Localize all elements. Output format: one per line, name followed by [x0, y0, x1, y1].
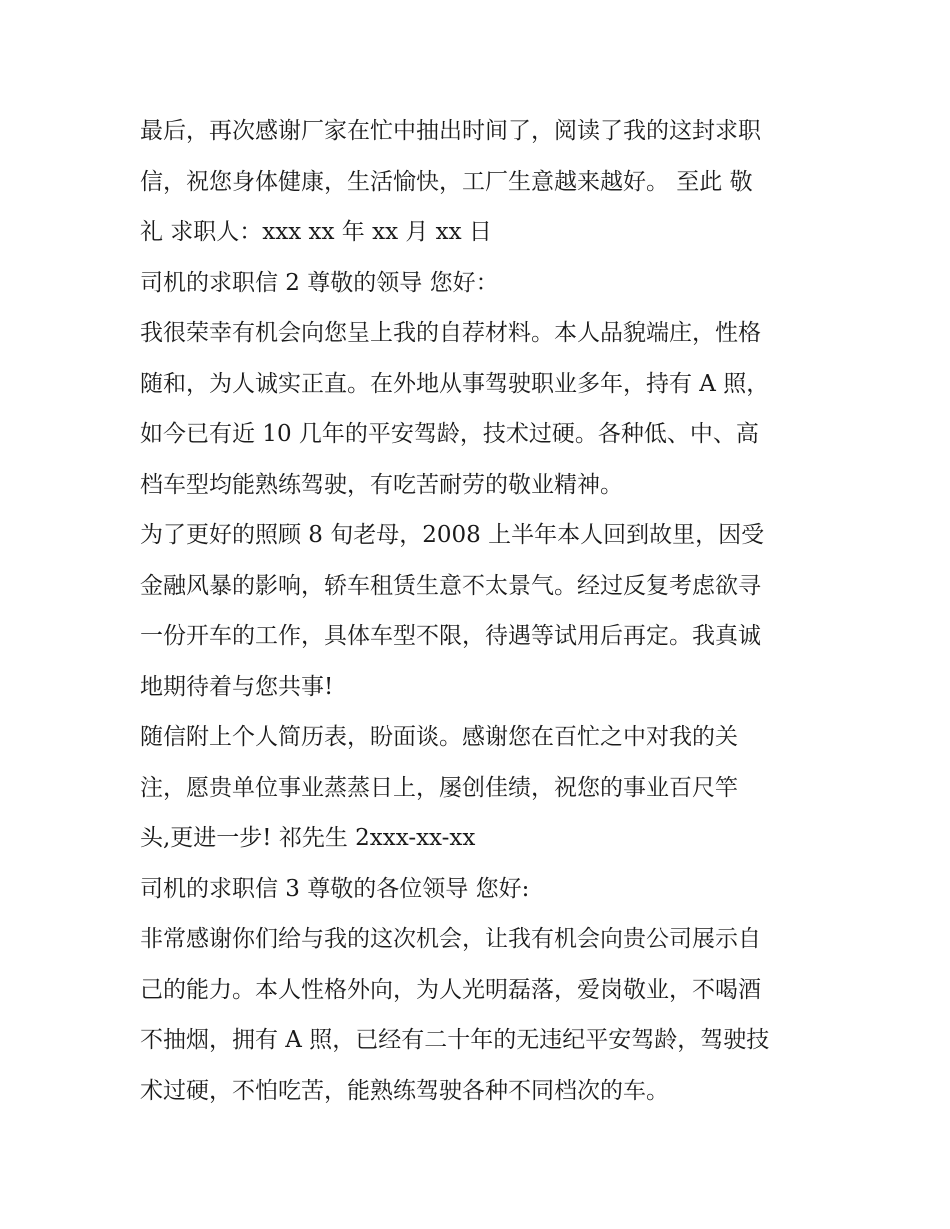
text-line: 非常感谢你们给与我的这次机会，让我有机会向贵公司展示自 — [140, 926, 761, 952]
text-line: 一份开车的工作，具体车型不限，待遇等试用后再定。我真诚 — [140, 623, 761, 649]
text-line: 地期待着与您共事! — [140, 673, 334, 700]
text-line: 礼 求职人：xxx xx 年 xx 月 xx 日 — [140, 219, 492, 245]
section-heading-line: 司机的求职信 2 尊敬的领导 您好： — [140, 269, 499, 296]
text-line: 为了更好的照顾 8 旬老母，2008 上半年本人回到故里，因受 — [140, 522, 765, 548]
text-line: 术过硬，不怕吃苦，能熟练驾驶各种不同档次的车。 — [140, 1077, 669, 1104]
text-line: 随信附上个人简历表，盼面谈。感谢您在百忙之中对我的关 — [140, 724, 738, 750]
text-line: 信，祝您身体健康，生活愉快，工厂生意越来越好。 至此 敬 — [140, 168, 753, 195]
section-heading-line: 司机的求职信 3 尊敬的各位领导 您好: — [140, 875, 530, 902]
text-line: 如今已有近 10 几年的平安驾龄，技术过硬。各种低、中、高 — [140, 421, 759, 447]
text-line: 随和，为人诚实正直。在外地从事驾驶职业多年，持有 A 照， — [140, 370, 770, 397]
text-line: 头,更进一步! 祁先生 2xxx-xx-xx — [140, 825, 476, 851]
text-line: 不抽烟，拥有 A 照，已经有二十年的无违纪平安驾龄，驾驶技 — [140, 1027, 770, 1053]
text-line: 最后，再次感谢厂家在忙中抽出时间了，阅读了我的这封求职 — [140, 118, 761, 144]
text-line: 档车型均能熟练驾驶，有吃苦耐劳的敬业精神。 — [140, 471, 623, 498]
text-line: 金融风暴的影响，轿车租赁生意不太景气。经过反复考虑欲寻 — [140, 572, 761, 599]
text-line: 注，愿贵单位事业蒸蒸日上，屡创佳绩，祝您的事业百尺竿 — [140, 774, 738, 801]
text-line: 己的能力。本人性格外向，为人光明磊落，爱岗敬业，不喝酒 — [140, 976, 761, 1003]
document-body — [140, 106, 820, 1116]
text-line: 我很荣幸有机会向您呈上我的自荐材料。本人品貌端庄，性格 — [140, 320, 761, 346]
